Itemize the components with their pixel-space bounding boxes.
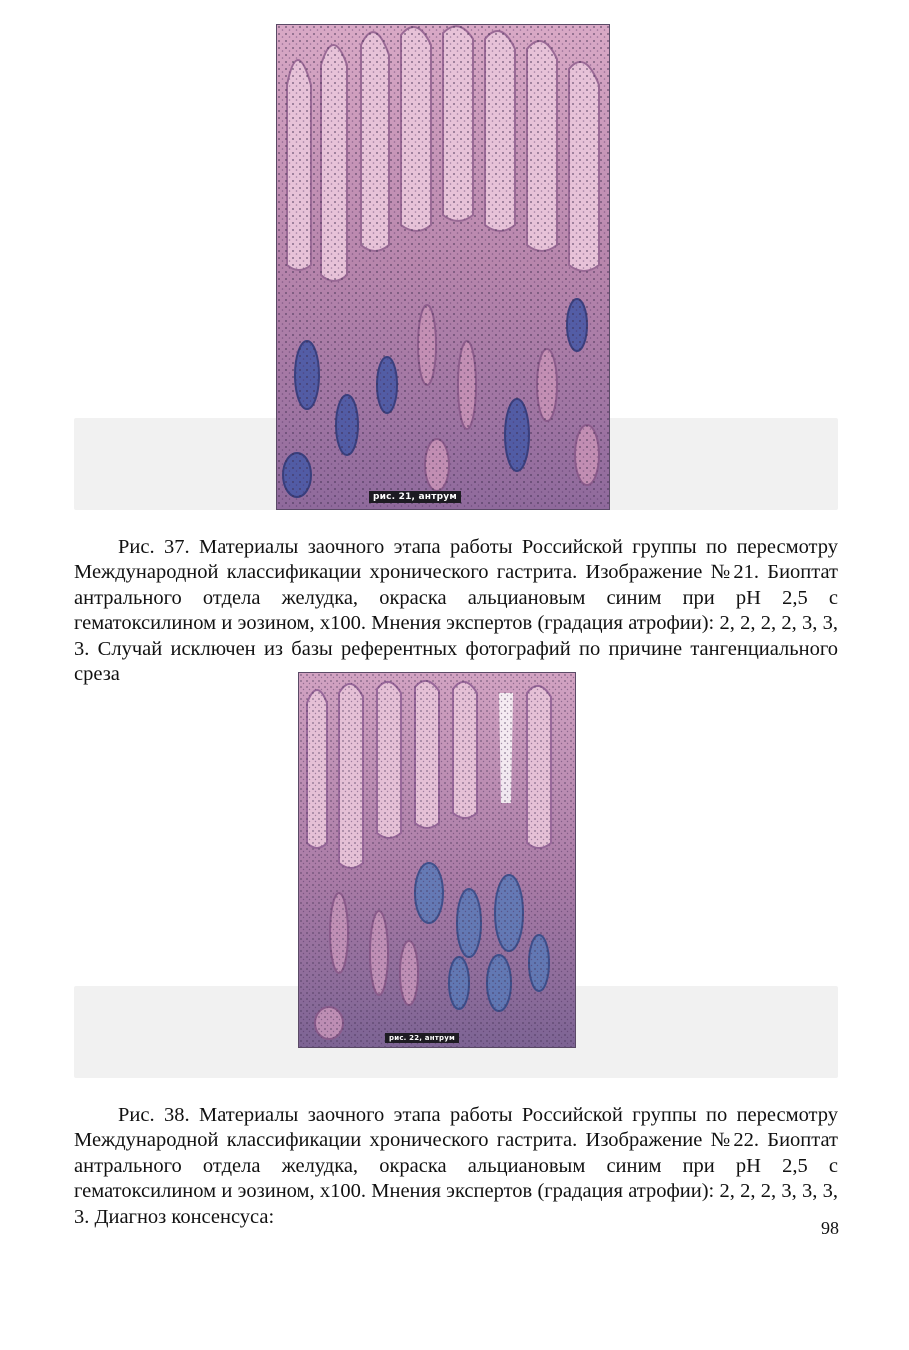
figure-37-caption [74, 535, 838, 689]
micrograph-21-image [277, 25, 609, 509]
figure-38-caption-text: Рис. 38. Материалы заочного этапа работы Российской группы по пересмотру Международной классификации хронического гастрита. Изображение №22. Биоптат антрального отдела желудка, окраска альциановым синим при pH 2,5 с гематоксилином и эозином, x100. Мнения экспертов (градация атрофии): 2, 2, 2, 3, 3, 3, 3. Диагноз консенсуса: [74, 1103, 838, 1228]
figure-21-micrograph [276, 24, 610, 510]
figure-22-label: рис. 22, антрум [385, 1033, 459, 1043]
figure-21-label: рис. 21, антрум [369, 491, 461, 503]
figure-37-caption-text: Рис. 37. Материалы заочного этапа работы Российской группы по пересмотру Международной классификации хронического гастрита. Изображение №21. Биоптат антрального отдела желудка, окраска альциановым синим при pH 2,5 с гематоксилином и эозином, x100. Мнения экспертов (градация атрофии): 2, 2, 2, 2, 3, 3, 3. Случай исключен из базы референтных фотографий по причине тангенциального среза [74, 535, 838, 686]
micrograph-22-image [299, 673, 575, 1047]
figure-38-caption [74, 1103, 838, 1231]
figure-22-micrograph [298, 672, 576, 1048]
page-number: 98 [821, 1218, 839, 1238]
